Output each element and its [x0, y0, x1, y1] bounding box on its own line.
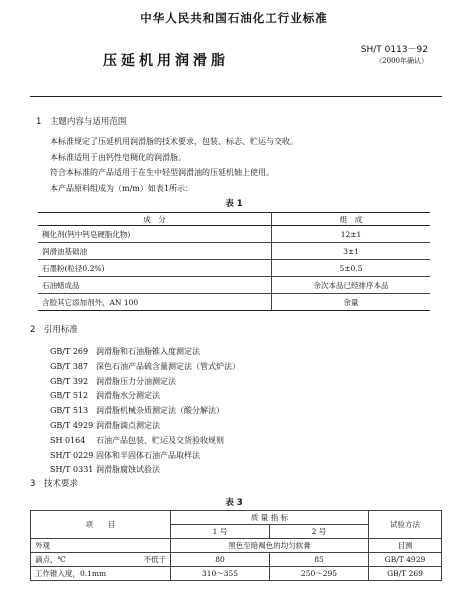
table-3-caption: 表 3: [225, 498, 243, 508]
method-cell: GB/T 4929: [369, 553, 442, 567]
list-item: [50, 463, 240, 478]
composition-table: [38, 212, 430, 311]
list-item: [50, 419, 240, 434]
column-header-method: 试验方法: [369, 511, 442, 539]
reference-title: 润滑脂和石油脂锥入度测定法: [96, 347, 200, 356]
column-header-item: 项 目: [31, 511, 171, 539]
section-1-body: [50, 134, 440, 196]
list-item: [50, 434, 240, 449]
list-item: [50, 345, 240, 360]
table-header-row: [31, 511, 442, 525]
quality-cell-merged: 黑色至暗褐色的均匀软膏: [171, 539, 369, 553]
section-1-paragraph: 本产品原料组成为（m/m）如表1所示：: [50, 183, 193, 193]
reference-title: 润滑脂压力分油测定法: [96, 376, 176, 386]
reference-code: GB/T 513: [50, 406, 89, 416]
standard-number: SH/T 0113－92: [360, 45, 428, 55]
reference-code: SH/T 0331: [50, 465, 94, 475]
list-item: [50, 404, 240, 419]
column-header-component: 成 分: [38, 213, 272, 226]
section-3-heading: 3 技术要求: [30, 479, 78, 489]
reference-title: 润滑脂机械杂质测定法（酸分解法）: [96, 406, 224, 416]
component-cell: 石油蜡成品: [38, 277, 272, 294]
section-1-paragraph: 本标准规定了压延机用润滑脂的技术要求，包装、标志、贮运与交收。: [50, 137, 298, 146]
item-cell: 外观: [31, 539, 171, 553]
column-header-composition: 组 成: [272, 213, 431, 226]
document-title: 压延机用润滑脂: [103, 53, 229, 69]
quality-cell-grade-2: 85: [270, 553, 369, 567]
quality-cell-grade-2: 250～295: [270, 567, 369, 581]
list-item: [50, 389, 240, 404]
table-header-row: [38, 213, 430, 226]
quality-cell-grade-1: 80: [171, 553, 270, 567]
section-2-heading: 2 引用标准: [30, 325, 78, 335]
component-cell: 润滑油基础油: [38, 243, 272, 260]
table-row: [31, 539, 442, 553]
item-cell: 工作锥入度，0.1mm: [31, 567, 171, 581]
column-header-grade-1: 1 号: [171, 525, 270, 539]
reference-code: GB/T 512: [50, 391, 89, 401]
list-item: [50, 375, 240, 390]
method-cell: GB/T 269: [369, 567, 442, 581]
section-1-paragraph: 符合本标准的产品适用于在生中轻型润滑油的压延机轴上使用。: [50, 168, 274, 177]
reference-code: GB/T 269: [50, 347, 89, 356]
item-qualifier: 不低于: [109, 553, 171, 567]
header-divider: [30, 96, 442, 97]
reference-code: GB/T 4929: [50, 420, 94, 430]
reference-title: 润滑脂腐蚀试验法: [96, 465, 160, 475]
reference-title: 润滑脂水分测定法: [96, 391, 160, 401]
table-row: [38, 226, 430, 243]
confirmation-note: （2000年确认）: [375, 57, 428, 65]
reference-title: 固体和半固体石油产品取样法: [96, 450, 200, 460]
reference-title: 石油产品包装、贮运及交货验收规则: [96, 435, 224, 445]
column-header-quality: 质 量 指 标: [171, 511, 369, 525]
table-1-caption: 表 1: [225, 199, 243, 209]
reference-title: 深色石油产品硫含量测定法（管式炉法）: [96, 361, 240, 371]
list-item: [50, 449, 240, 464]
item-cell: 滴点，℃: [31, 553, 109, 567]
reference-list: [50, 345, 240, 478]
table-row: [38, 243, 430, 260]
composition-cell: 3±1: [272, 243, 431, 260]
reference-code: GB/T 387: [50, 361, 89, 371]
composition-cell: 余次本品已经排序本品: [272, 277, 431, 294]
component-cell: 稠化剂(钙中钙皂硬脂化物): [38, 226, 272, 243]
column-header-grade-2: 2 号: [270, 525, 369, 539]
section-1-paragraph: 本标准适用于由钙性皂稠化的润滑脂。: [50, 152, 186, 162]
table-row: [38, 277, 430, 294]
table-row: [38, 294, 430, 311]
composition-cell: 12±1: [272, 226, 431, 243]
component-cell: 石墨粉(粒径0.2%): [38, 260, 272, 277]
technical-requirements-table: [30, 510, 442, 581]
table-row: [31, 553, 442, 567]
table-row: [31, 567, 442, 581]
composition-cell: 5±0.5: [272, 260, 431, 277]
quality-cell-grade-1: 310～355: [171, 567, 270, 581]
method-cell: 目测: [369, 539, 442, 553]
section-1-heading: 1 主题内容与适用范围: [36, 117, 127, 127]
reference-code: SH 0164: [50, 435, 86, 445]
issuing-organization: 中华人民共和国石油化工行业标准: [140, 11, 328, 25]
reference-code: SH/T 0229: [50, 450, 94, 460]
composition-cell: 余量: [272, 294, 431, 311]
component-cell: 含胶其它添加剂外，AN 100: [42, 297, 139, 307]
table-row: [38, 260, 430, 277]
reference-code: GB/T 392: [50, 376, 89, 386]
reference-title: 润滑脂滴点测定法: [96, 420, 160, 430]
list-item: [50, 360, 240, 375]
